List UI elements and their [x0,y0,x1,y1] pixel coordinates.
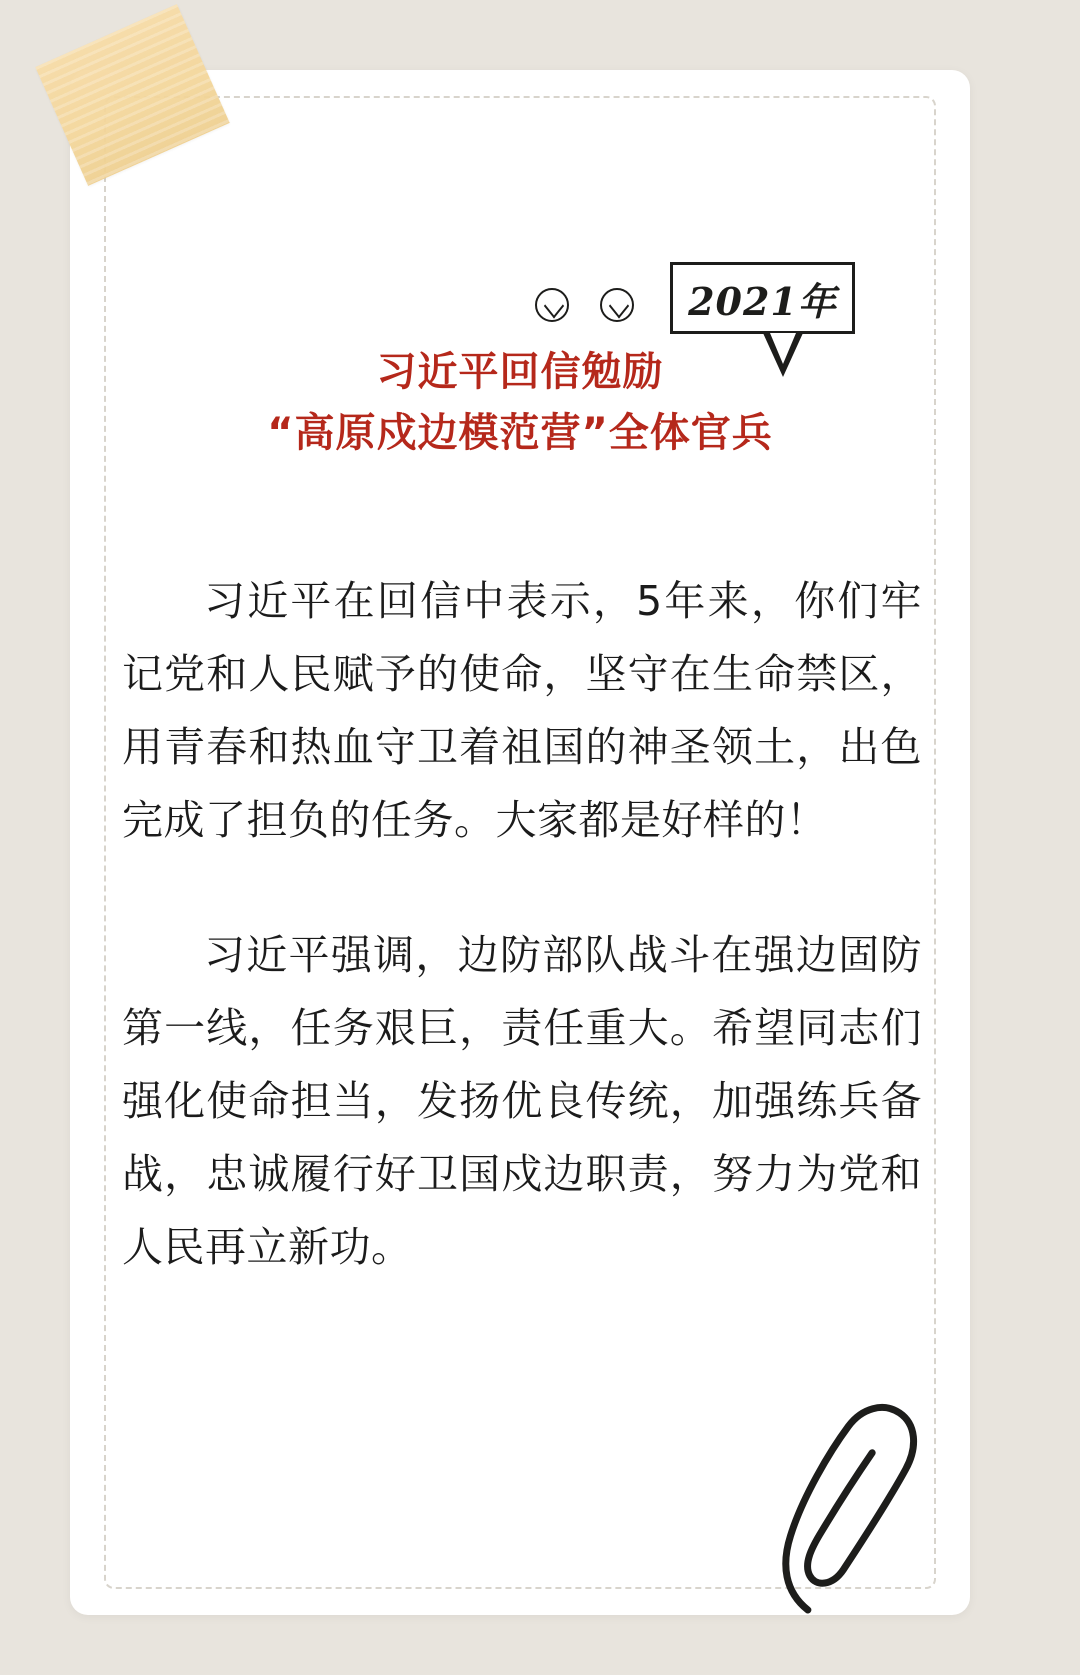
body-paragraph: 习近平强调，边防部队战斗在强边固防第一线，任务艰巨，责任重大。希望同志们强化使命担当，发扬优良传统，加强练兵备战，忠诚履行好卫国戍边职责，努力为党和人民再立新功。 [122,930,922,1271]
document-header [70,200,970,340]
year-badge [670,262,855,334]
document-body [122,565,922,1346]
document-card [70,70,970,1615]
arrow-down-left-circle-icon [600,288,634,322]
paperclip-icon [763,1384,951,1615]
page-title-line-1: 习近平回信勉励 [376,349,664,395]
page-title-line-2: “高原戍边模范营”全体官兵 [267,409,773,456]
year-badge-label: 2021年 [688,278,837,324]
body-paragraph: 习近平在回信中表示，5年来，你们牢记党和人民赋予的使命，坚守在生命禁区，用青春和热血守卫着祖国的神圣领土，出色完成了担负的任务。大家都是好样的！ [122,577,922,844]
arrow-down-left-circle-icon [535,288,569,322]
page-title [70,342,970,464]
